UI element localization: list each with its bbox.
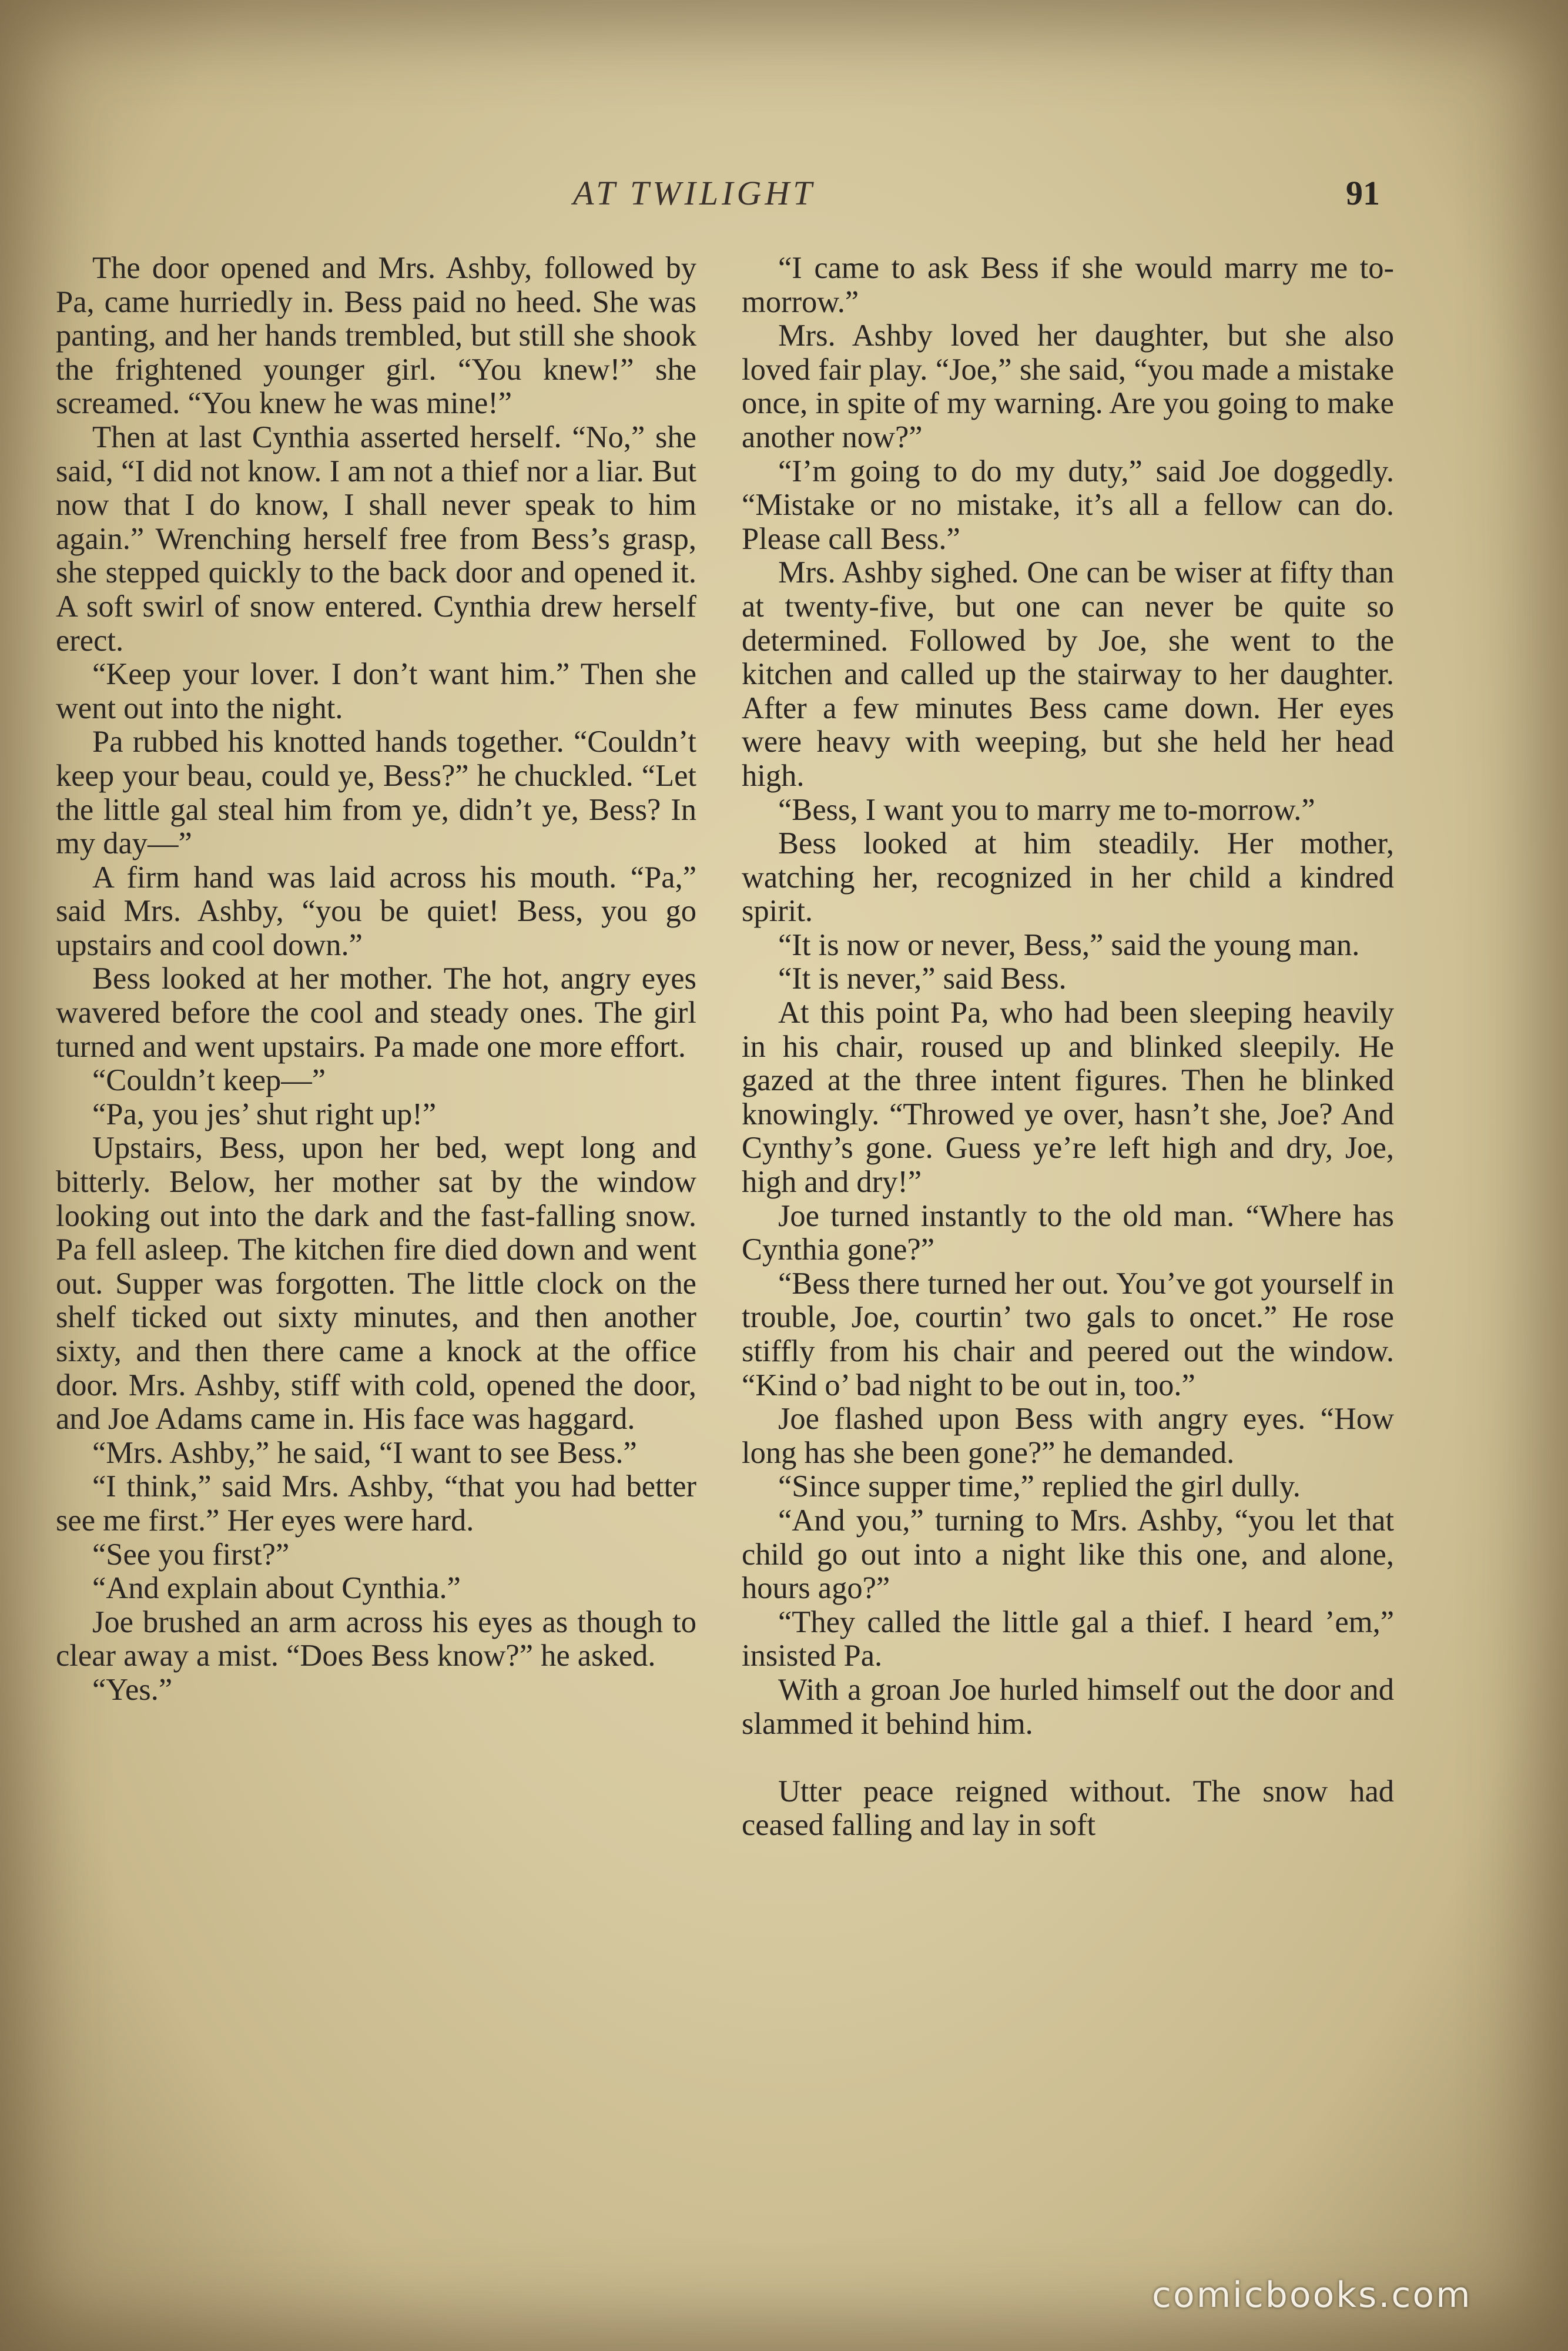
paragraph: “Since supper time,” replied the girl dully. bbox=[778, 1469, 1301, 1504]
paragraph: “Keep your lover. I don’t want him.” Then she went out into the night. bbox=[56, 657, 696, 725]
page-header bbox=[0, 173, 1568, 226]
paragraph: “See you first?” bbox=[92, 1537, 290, 1572]
paragraph: “They called the little gal a thief. I heard ’em,” insisted Pa. bbox=[742, 1605, 1394, 1673]
left-column bbox=[56, 252, 696, 1707]
paragraph: Utter peace reigned without. The snow had ceased falling and lay in soft bbox=[742, 1774, 1394, 1843]
paragraph: Mrs. Ashby loved her daughter, but she also loved fair play. “Joe,” she said, “you made a mistake once, in spite of my warning. Are you going to make another now?” bbox=[742, 319, 1394, 454]
paragraph: Bess looked at her mother. The hot, angry eyes wavered before the cool and steady ones. The girl turned and went upstairs. Pa made one more effort. bbox=[56, 962, 696, 1064]
right-column bbox=[742, 252, 1394, 1843]
paragraph: A firm hand was laid across his mouth. “Pa,” said Mrs. Ashby, “you be quiet! Bess, you go upstairs and cool down.” bbox=[56, 860, 696, 962]
paragraph: “And you,” turning to Mrs. Ashby, “you let that child go out into a night like this one, and alone, hours ago?” bbox=[742, 1503, 1394, 1606]
paragraph: “It is now or never, Bess,” said the young man. bbox=[778, 927, 1360, 962]
paragraph: Bess looked at him steadily. Her mother, watching her, recognized in her child a kindred spirit. bbox=[742, 826, 1394, 929]
paragraph: Then at last Cynthia asserted herself. “No,” she said, “I did not know. I am not a thief nor a liar. But now that I do know, I shall never speak to him again.” Wrenching herself free from Bess’s grasp, she stepped quickly to the back door and opened it. A soft swirl of snow entered. Cynthia drew herself erect. bbox=[56, 420, 696, 658]
watermark: comicbooks.com bbox=[1152, 2275, 1472, 2316]
paragraph: “Bess there turned her out. You’ve got yourself in trouble, Joe, courtin’ two gals to oncet.” He rose stiffly from his chair and peered out the window. “Kind o’ bad night to be out in, too.” bbox=[742, 1266, 1394, 1402]
paragraph: Joe brushed an arm across his eyes as though to clear away a mist. “Does Bess know?” he asked. bbox=[56, 1605, 696, 1673]
paragraph: “Couldn’t keep—” bbox=[92, 1063, 326, 1098]
paragraph: “Mrs. Ashby,” he said, “I want to see Bess.” bbox=[92, 1435, 637, 1470]
paragraph: Joe turned instantly to the old man. “Where has Cynthia gone?” bbox=[742, 1198, 1394, 1267]
paragraph: At this point Pa, who had been sleeping heavily in his chair, roused up and blinked sleepily. He gazed at the three intent figures. Then he blinked knowingly. “Throwed ye over, hasn’t she, Joe? And Cynthy’s gone. Guess ye’re left high and dry, Joe, high and dry!” bbox=[742, 996, 1394, 1200]
paragraph: Upstairs, Bess, upon her bed, wept long and bitterly. Below, her mother sat by the window looking out into the dark and the fast-falling snow. Pa fell asleep. The kitchen fire died down and went out. Supper was forgotten. The little clock on the shelf ticked out sixty minutes, and then another sixty, and then there came a knock at the office door. Mrs. Ashby, stiff with cold, opened the door, and Joe Adams came in. His face was haggard. bbox=[56, 1131, 696, 1436]
paragraph: “Bess, I want you to marry me to-morrow.” bbox=[778, 792, 1315, 827]
paragraph: “I think,” said Mrs. Ashby, “that you had better see me first.” Her eyes were hard. bbox=[56, 1469, 696, 1538]
paragraph: The door opened and Mrs. Ashby, followed by Pa, came hurriedly in. Bess paid no heed. She was panting, and her hands trembled, but still she shook the frightened younger girl. “You knew!” she screamed. “You knew he was mine!” bbox=[56, 251, 696, 421]
page-number: 91 bbox=[1346, 174, 1380, 212]
paragraph: With a groan Joe hurled himself out the door and slammed it behind him. bbox=[742, 1672, 1394, 1741]
paragraph: “I came to ask Bess if she would marry me to-morrow.” bbox=[742, 251, 1394, 319]
paragraph: “I’m going to do my duty,” said Joe doggedly. “Mistake or no mistake, it’s all a fellow can do. Please call Bess.” bbox=[742, 454, 1394, 556]
paragraph: “It is never,” said Bess. bbox=[778, 962, 1067, 996]
paragraph: “And explain about Cynthia.” bbox=[92, 1571, 461, 1606]
paragraph: “Pa, you jes’ shut right up!” bbox=[92, 1097, 437, 1131]
paragraph: Mrs. Ashby sighed. One can be wiser at fifty than at twenty-five, but one can never be quite so determined. Followed by Joe, she went to the kitchen and called up the stairway to her daughter. After a few minutes Bess came down. Her eyes were heavy with weeping, but she held her head high. bbox=[742, 555, 1394, 793]
running-head: AT TWILIGHT bbox=[573, 174, 816, 212]
paragraph: Pa rubbed his knotted hands together. “Couldn’t keep your beau, could ye, Bess?” he chuckled. “Let the little gal steal him from ye, didn’t ye, Bess? In my day—” bbox=[56, 725, 696, 861]
paragraph: Joe flashed upon Bess with angry eyes. “How long has she been gone?” he demanded. bbox=[742, 1402, 1394, 1470]
paragraph: “Yes.” bbox=[92, 1672, 173, 1707]
